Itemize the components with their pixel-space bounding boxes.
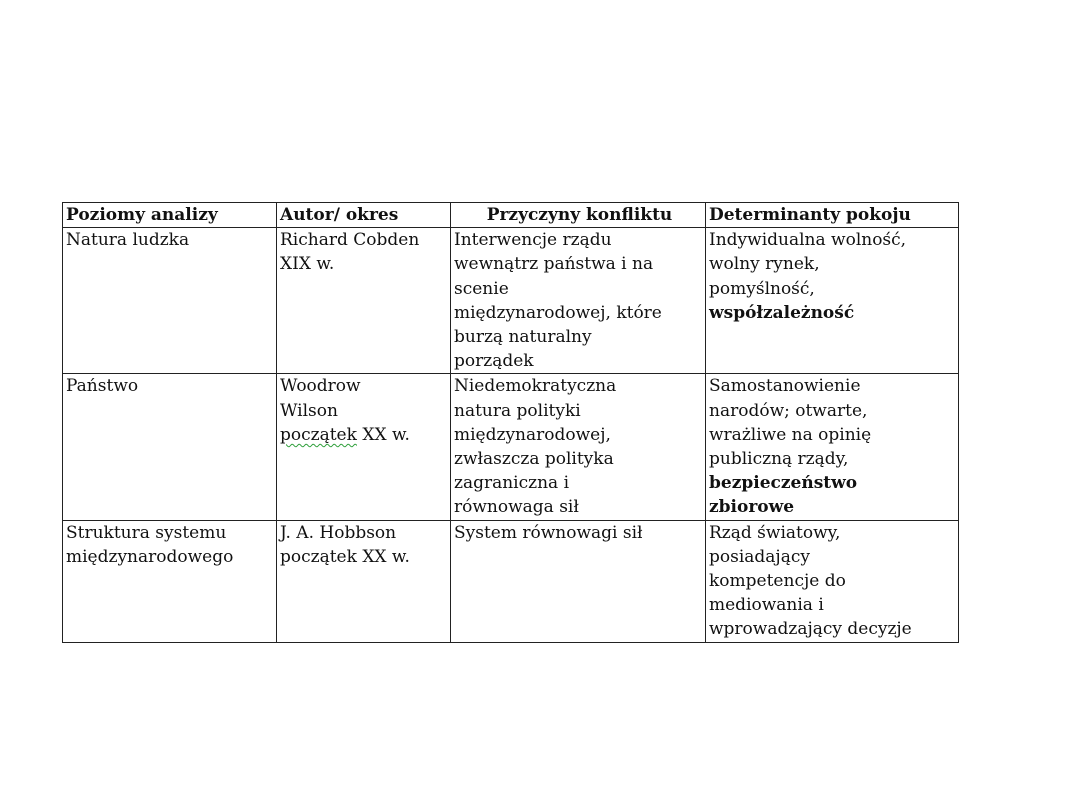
cell-text: Natura ludzka (66, 230, 190, 251)
cell-text-bold: zbiorowe (709, 497, 795, 518)
cell-text: równowaga sił (454, 497, 579, 518)
cell-text: natura polityki (454, 400, 581, 421)
cell-text: międzynarodowego (66, 546, 234, 567)
cell-text-bold: współzależność (709, 302, 855, 323)
cell-text: scenie (454, 278, 509, 299)
cell-author (277, 374, 451, 520)
cell-text: zagraniczna i (454, 473, 570, 494)
cell-text: System równowagi sił (454, 522, 643, 543)
cell-text: mediowania i (709, 595, 824, 616)
cell-text: Richard Cobden (280, 230, 420, 251)
cell-causes (451, 228, 706, 374)
cell-peace (706, 520, 959, 642)
cell-text: Interwencje rządu (454, 230, 612, 251)
table-header-row (63, 203, 959, 228)
cell-text: XX w. (356, 424, 410, 445)
cell-text: Woodrow (280, 376, 361, 397)
cell-causes (451, 374, 706, 520)
cell-text: pomyślność, (709, 278, 815, 299)
cell-text: Indywidualna wolność, (709, 230, 907, 251)
cell-text-bold: bezpieczeństwo (709, 473, 858, 494)
table-row (63, 374, 959, 520)
cell-text: publiczną rządy, (709, 449, 849, 470)
header-determinants-of-peace: Determinanty pokoju (706, 203, 959, 228)
cell-text: wprowadzający decyzje (709, 619, 912, 640)
cell-text: XIX w. (280, 254, 335, 275)
cell-author (277, 228, 451, 374)
comparison-table (62, 202, 959, 643)
cell-text-line (280, 423, 450, 447)
cell-peace (706, 228, 959, 374)
cell-text: Wilson (280, 400, 338, 421)
cell-text: Niedemokratyczna (454, 376, 617, 397)
cell-text: wolny rynek, (709, 254, 820, 275)
cell-text: porządek (454, 351, 534, 372)
cell-text: początek XX w. (280, 546, 410, 567)
comparison-table-container (62, 202, 959, 643)
cell-text: zwłaszcza polityka (454, 449, 614, 470)
cell-text: Państwo (66, 376, 139, 397)
cell-text: posiadający (709, 546, 810, 567)
cell-text: międzynarodowej, (454, 424, 611, 445)
cell-text: Struktura systemu (66, 522, 227, 543)
cell-text: Samostanowienie (709, 376, 861, 397)
cell-text: kompetencje do (709, 571, 846, 592)
cell-text: międzynarodowej, które (454, 302, 662, 323)
cell-causes (451, 520, 706, 642)
cell-text: Rząd światowy, (709, 522, 841, 543)
table-row (63, 228, 959, 374)
table-row (63, 520, 959, 642)
header-author-period: Autor/ okres (277, 203, 451, 228)
header-causes-of-conflict: Przyczyny konfliktu (451, 203, 706, 228)
cell-level (63, 374, 277, 520)
cell-text: narodów; otwarte, (709, 400, 868, 421)
cell-text: J. A. Hobbson (280, 522, 397, 543)
cell-text: wrażliwe na opinię (709, 424, 872, 445)
cell-text: wewnątrz państwa i na (454, 254, 654, 275)
header-levels-of-analysis: Poziomy analizy (63, 203, 277, 228)
cell-text: burzą naturalny (454, 327, 592, 348)
cell-level (63, 520, 277, 642)
cell-peace (706, 374, 959, 520)
cell-author (277, 520, 451, 642)
spellcheck-underlined-word: początek (280, 424, 357, 445)
cell-level (63, 228, 277, 374)
